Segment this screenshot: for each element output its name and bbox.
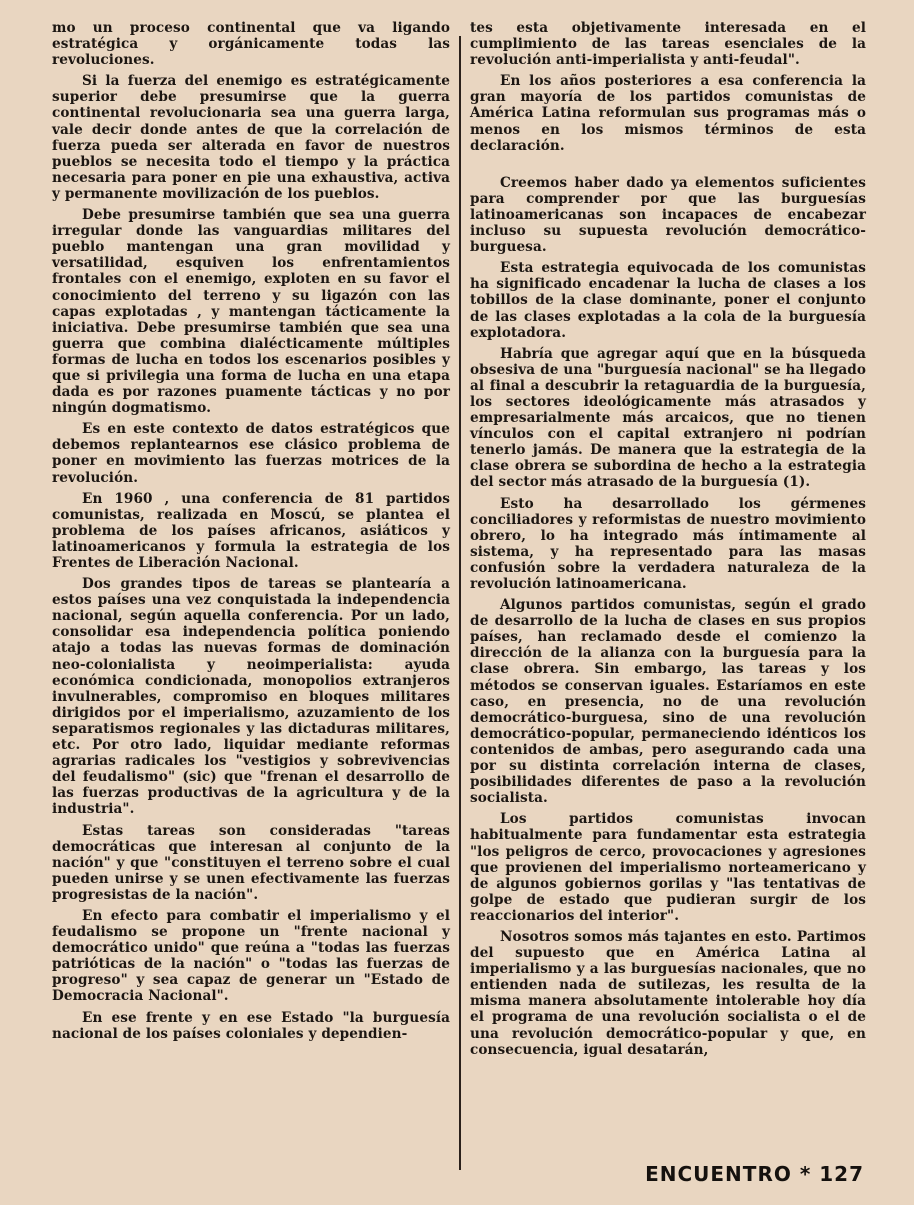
paragraph: Si la fuerza del enemigo es estratégicamente superior debe presumirse que la guerra continental revolucionaria sea una guerra larga, vale decir donde antes de que la correlación de fuerza pueda ser alterada en favor de nuestros pueblos se necesita todo el tiempo y la práctica necesaria para poner en pie una exhaustiva, activa y permanente movilización de los pueblos.: [52, 73, 450, 202]
paragraph: Esta estrategia equivocada de los comunistas ha significado encadenar la lucha de clases a los tobillos de la clase dominante, poner el conjunto de las clases explotadas a la cola de la burguesía explotadora.: [470, 260, 866, 341]
paragraph: Habría que agregar aquí que en la búsqueda obsesiva de una "burguesía nacional" se ha llegado al final a descubrir la retaguardia de la burguesía, los sectores ideológicamente más atrasados y empresarialmente más arcaicos, que no tienen vínculos con el capital extranjero ni podrían tenerlo jamás. De manera que la estrategia de la clase obrera se subordina de hecho a la estrategia del sector más atrasado de la burguesía (1).: [470, 345, 866, 491]
right-text-column: [470, 20, 866, 1063]
paragraph: Dos grandes tipos de tareas se plantearía a estos países una vez conquistada la independencia nacional, según aquella conferencia. Por un lado, consolidar esa independencia política poniendo atajo a todas las nuevas formas de dominación neo-colonialista y neoimperialista: ayuda económica condicionada, monopolios extranjeros invulnerables, compromiso en bloques militares dirigidos por el imperialismo, azuzamiento de los separatismos regionales y las dictaduras militares, etc. Por otro lado, liquidar mediante reformas agrarias radicales los "vestigios y sobrevivencias del feudalismo" (sic) que "frenan el desarrollo de las fuerzas productivas de la agricultura y de la industria".: [52, 576, 450, 818]
paragraph: Los partidos comunistas invocan habitualmente para fundamentar esta estrategia "los peligros de cerco, provocaciones y agresiones que provienen del imperialismo norteamericano y de algunos gobiernos gorilas y "las tentativas de golpe de estado que pudieran surgir de los reaccionarios del interior".: [470, 811, 866, 924]
paragraph: Es en este contexto de datos estratégicos que debemos replantearnos ese clásico problema de poner en movimiento las fuerzas motrices de la revolución.: [52, 421, 450, 486]
magazine-name: ENCUENTRO: [645, 1162, 792, 1186]
paragraph: Debe presumirse también que sea una guerra irregular donde las vanguardias militares del pueblo mantengan una gran movilidad y versatilidad, esquiven los enfrentamientos frontales con el enemigo, exploten en su favor el conocimiento del terreno y su ligazón con las capas explotadas , y mantengan tácticamente la iniciativa. Debe presumirse también que sea una guerra que combina dialécticamente múltiples formas de lucha en todos los escenarios posibles y que si privilegia una forma de lucha en una etapa dada es por razones puamente tácticas y no por ningún dogmatismo.: [52, 207, 450, 417]
paragraph: Algunos partidos comunistas, según el grado de desarrollo de la lucha de clases en sus propios países, han reclamado desde el comienzo la dirección de la alianza con la burguesía para la clase obrera. Sin embargo, las tareas y los métodos se conservan iguales. Estaríamos en este caso, en presencia, no de una revolución democrático-burguesa, sino de una revolución democrático-popular, permaneciendo idénticos los contenidos de ambas, pero asegurando cada una por su distinta correlación interna de clases, posibilidades diferentes de paso a la revolución socialista.: [470, 597, 866, 807]
paragraph: Nosotros somos más tajantes en esto. Partimos del supuesto que en América Latina al imperialismo y a las burguesías nacionales, que no entienden nada de sutilezas, les resulta de la misma manera absolutamente intolerable hoy día el programa de una revolución socialista o el de una revolución democrático-popular y que, en consecuencia, igual desatarán,: [470, 928, 866, 1058]
footer-separator: *: [799, 1162, 812, 1186]
paragraph: En ese frente y en ese Estado "la burguesía nacional de los países coloniales y dependien-: [52, 1009, 450, 1042]
paragraph: tes esta objetivamente interesada en el cumplimiento de las tareas esenciales de la revolución anti-imperialista y anti-feudal".: [470, 20, 866, 69]
column-divider: [459, 36, 461, 1170]
paragraph: Esto ha desarrollado los gérmenes conciliadores y reformistas de nuestro movimiento obrero, lo ha integrado más íntimamente al sistema, y ha representado para las masas confusión sobre la verdadera naturaleza de la revolución latinoamericana.: [470, 495, 866, 592]
left-text-column: [52, 20, 450, 1047]
paragraph: Creemos haber dado ya elementos suficientes para comprender por que las burguesías latinoamericanas son incapaces de encabezar incluso su supuesta revolución democrático-burguesa.: [470, 174, 866, 256]
page-number: 127: [819, 1162, 864, 1186]
paragraph: mo un proceso continental que va ligando estratégica y orgánicamente todas las revoluciones.: [52, 20, 450, 69]
paragraph: En efecto para combatir el imperialismo y el feudalismo se propone un "frente nacional y democrático unido" que reúna a "todas las fuerzas patrióticas de la nación" o "todas las fuerzas de progreso" y sea capaz de generar un "Estado de Democracia Nacional".: [52, 907, 450, 1005]
paragraph: En 1960 , una conferencia de 81 partidos comunistas, realizada en Moscú, se plantea el problema de los países africanos, asiáticos y latinoamericanos y formula la estrategia de los Frentes de Liberación Nacional.: [52, 490, 450, 571]
paragraph: Estas tareas son consideradas "tareas democráticas que interesan al conjunto de la nación" y que "constituyen el terreno sobre el cual pueden unirse y se unen efectivamente las fuerzas progresistas de la nación".: [52, 822, 450, 903]
paragraph: En los años posteriores a esa conferencia la gran mayoría de los partidos comunistas de América Latina reformulan sus programas más o menos en los mismos términos de esta declaración.: [470, 73, 866, 154]
page-footer: [645, 1162, 864, 1186]
